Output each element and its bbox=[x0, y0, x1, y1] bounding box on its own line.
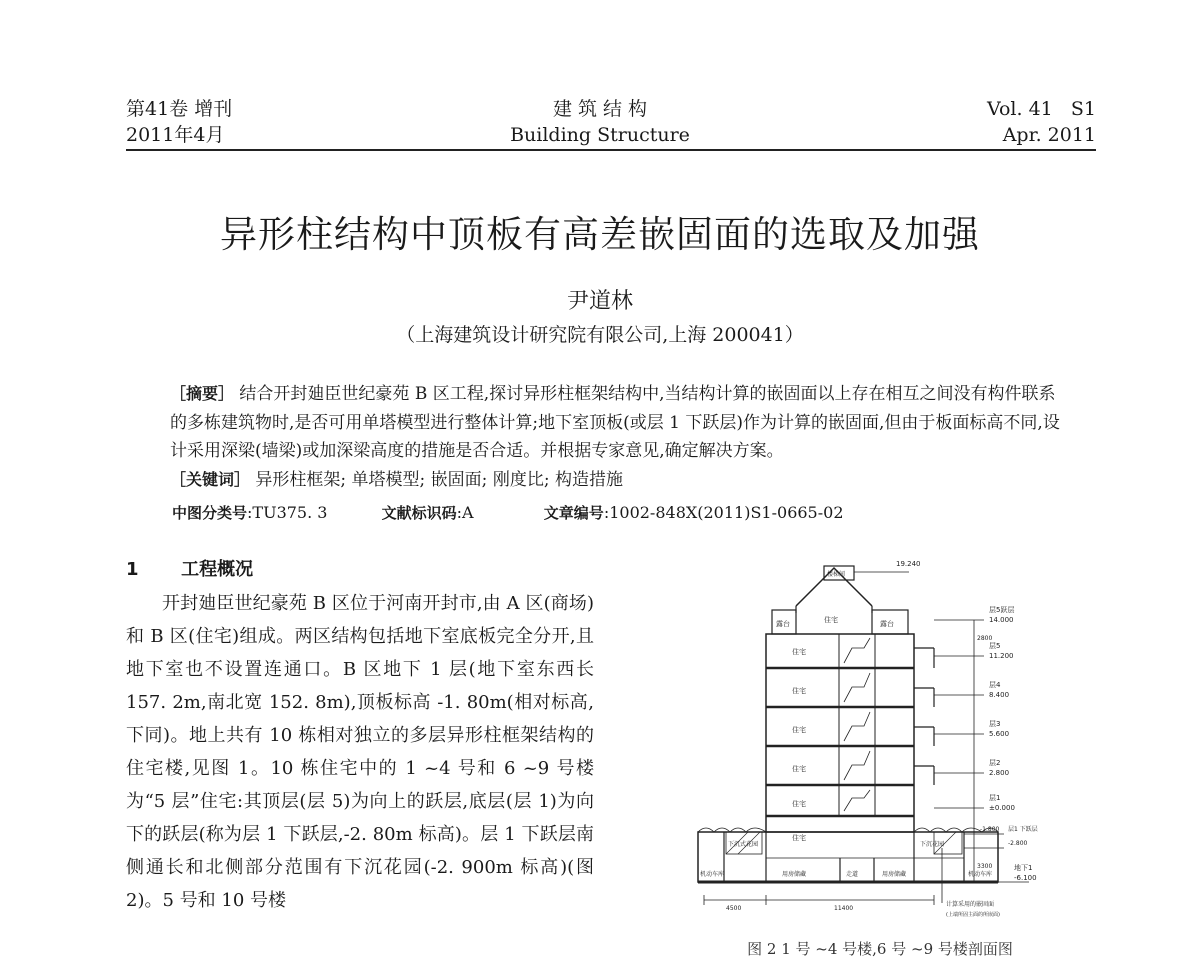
terrace-left-label: 露台 bbox=[776, 620, 790, 628]
parking-right: 机动车库 bbox=[968, 871, 993, 878]
level3-elev: 5.600 bbox=[989, 730, 1010, 738]
level5b-label: 层5 bbox=[989, 642, 1001, 650]
section-number: 1 bbox=[126, 559, 139, 580]
attic-room-label: 住宅 bbox=[824, 616, 838, 624]
stair-tower-label: 楼梯间 bbox=[827, 571, 846, 578]
abstract-label: ［摘要］ bbox=[170, 384, 235, 403]
doc-code-value: :A bbox=[456, 503, 474, 522]
level1-label: 层1 bbox=[989, 794, 1001, 802]
body-paragraph: 开封廸臣世纪豪苑 B 区位于河南开封市,由 A 区(商场)和 B 区(住宅)组成。两区结构包括地下室底板完全分开,且地下室也不设置连通口。B 区地下 1 层(地下室东西长 157. 2m,南北宽 152. 8m),顶板标高 -1. 80m(相对标高,下同)。地上共有 10 栋相对独立的多层异形柱框架结构的住宅楼,见图 1。10 栋住宅中的 1 ~4 号和 6 ~9 号楼为“5 层”住宅:其顶层(层 5)为向上的跃层,底层(层 1)为向下的跃层(称为层 1 下跃层,-2. 80m 标高)。层 1 下跃层南侧通长和北侧部分范围有下沉花园(-2. 900m 标高)(图 2)。5 号和 10 号楼 bbox=[126, 593, 594, 911]
classification-line bbox=[172, 502, 844, 523]
stair-core bbox=[839, 634, 875, 816]
level2-label: 层2 bbox=[989, 759, 1001, 767]
sunken-garden-right: 下沉花园 bbox=[920, 841, 945, 848]
top-elev: 19.240 bbox=[896, 560, 921, 568]
level5b-elev: 11.200 bbox=[989, 652, 1014, 660]
level1d-elev: -1.800 bbox=[980, 826, 1000, 833]
header-left bbox=[126, 96, 232, 148]
section-title: 工程概况 bbox=[181, 559, 254, 580]
room-label-5: 住宅 bbox=[792, 648, 806, 656]
room-label-1: 住宅 bbox=[792, 800, 806, 808]
building-frame bbox=[766, 634, 914, 832]
doc-code-label: 文献标识码 bbox=[381, 504, 457, 522]
level1d-elev2: -2.800 bbox=[1008, 840, 1028, 847]
header-vol-en: Vol. 41 S1 bbox=[987, 98, 1096, 120]
clc-value: :TU375. 3 bbox=[247, 503, 328, 522]
paper-title: 异形柱结构中顶板有高差嵌固面的选取及加强 bbox=[220, 213, 980, 256]
article-no-label: 文章编号 bbox=[543, 504, 604, 522]
header-date: 2011年4月 bbox=[126, 124, 225, 146]
dim-mid: 11400 bbox=[834, 905, 854, 912]
section-body bbox=[126, 587, 594, 917]
corridor: 走道 bbox=[846, 871, 859, 878]
level3-label: 层3 bbox=[989, 720, 1001, 728]
level5-label: 层5跃层 bbox=[989, 606, 1015, 614]
author: 尹道林 bbox=[566, 289, 633, 314]
figure-caption: 图 2 1 号 ~4 号楼,6 号 ~9 号楼剖面图 bbox=[747, 940, 1013, 958]
level2-elev: 2.800 bbox=[989, 769, 1010, 777]
dim-left: 4500 bbox=[726, 905, 742, 912]
abstract-text: 结合开封廸臣世纪豪苑 B 区工程,探讨异形柱框架结构中,当结构计算的嵌固面以上存在相互之间没有构件联系的多栋建筑物时,是否可用单塔模型进行整体计算;地下室顶板(或层 1 下跃层)作为计算的嵌固面,但由于板面标高不同,设计采用深梁(墙梁)或加深梁高度的措施是否合适。并根据专家意见,确定解决方案。 bbox=[170, 384, 1060, 461]
journal-name-en: Building Structure bbox=[510, 124, 690, 146]
level4-elev: 8.400 bbox=[989, 691, 1010, 699]
room-label-1d: 住宅 bbox=[792, 834, 806, 842]
header-right bbox=[987, 96, 1096, 148]
keywords-label: ［关键词］ bbox=[170, 469, 251, 489]
clc-label: 中图分类号 bbox=[172, 504, 248, 522]
room-label-2: 住宅 bbox=[792, 765, 806, 773]
basement-label: 地下1 bbox=[1014, 864, 1033, 872]
header-volume: 第41卷 增刊 bbox=[126, 98, 233, 120]
level1-elev: ±0.000 bbox=[989, 804, 1015, 812]
keywords-text: 异形柱框架; 单塔模型; 嵌固面; 刚度比; 构造措施 bbox=[255, 469, 623, 490]
embed-note-2: (上端所固主面的所嵌面) bbox=[946, 912, 1000, 918]
level1d-label: 层1 下跃层 bbox=[1008, 826, 1038, 833]
affiliation: （上海建筑设计研究院有限公司,上海 200041） bbox=[396, 324, 804, 346]
embed-note-1: 计算采用的嵌固面 bbox=[946, 901, 995, 908]
room-label-3: 住宅 bbox=[792, 726, 806, 734]
dim-height2: 3300 bbox=[977, 863, 993, 870]
store-left: 用房储藏 bbox=[782, 871, 807, 878]
abstract bbox=[170, 380, 1060, 494]
header-center bbox=[480, 96, 720, 148]
parking-left: 机动车库 bbox=[700, 871, 725, 878]
journal-name-cn: 建 筑 结 构 bbox=[552, 98, 648, 120]
level5-elev: 14.000 bbox=[989, 616, 1014, 624]
terrace-right-label: 露台 bbox=[880, 620, 894, 628]
header-date-en: Apr. 2011 bbox=[1002, 124, 1096, 146]
section-drawing bbox=[684, 548, 1064, 928]
dim-height: 2800 bbox=[977, 635, 993, 642]
sunken-garden-left: 下沉式花园 bbox=[728, 841, 759, 848]
section-heading bbox=[126, 555, 253, 581]
level4-label: 层4 bbox=[989, 681, 1001, 689]
article-no-value: :1002-848X(2011)S1-0665-02 bbox=[603, 503, 844, 522]
room-label-4: 住宅 bbox=[792, 687, 806, 695]
store-right: 用房储藏 bbox=[882, 871, 907, 878]
basement-elev: -6.100 bbox=[1014, 874, 1037, 882]
header-rule bbox=[126, 149, 1096, 151]
